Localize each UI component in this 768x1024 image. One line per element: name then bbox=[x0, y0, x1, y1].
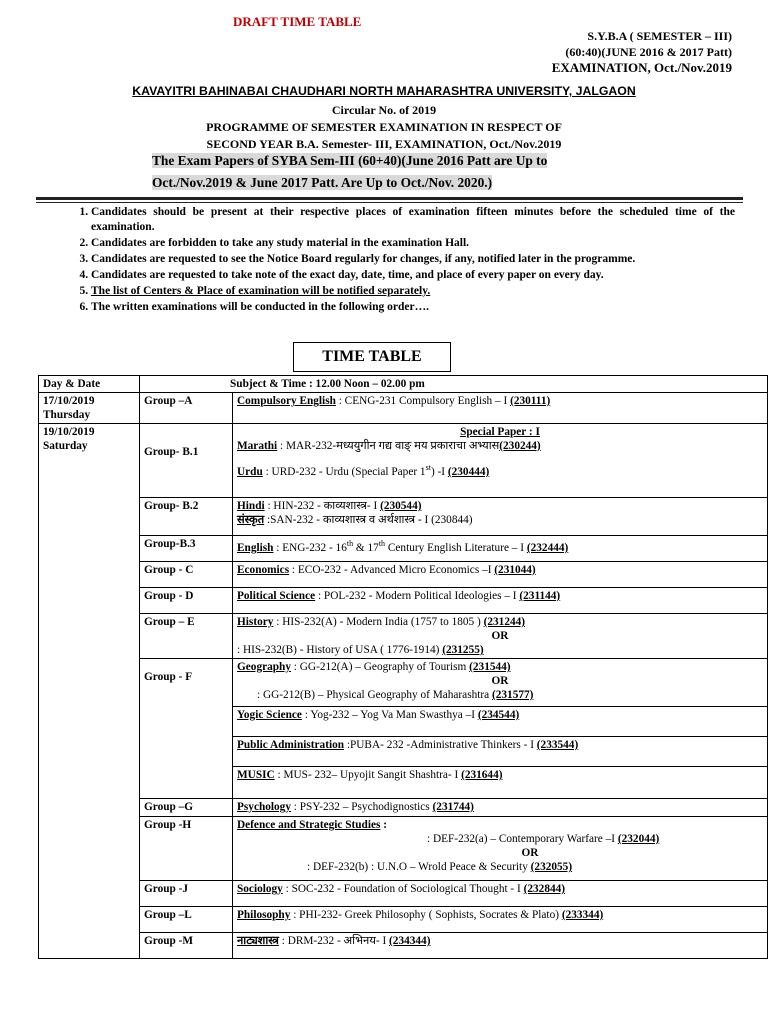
subject-cell: Yogic Science : Yog-232 – Yog Va Man Swasthya –I (234544) bbox=[233, 707, 768, 737]
group-cell: Group- B.1 bbox=[140, 424, 233, 498]
time-table bbox=[38, 375, 768, 959]
subject-cell: Geography : GG-212(A) – Geography of Tourism (231544) OR : GG-212(B) – Physical Geography of Maharashtra (231577) bbox=[233, 659, 768, 707]
date-cell: 17/10/2019 Thursday bbox=[39, 393, 140, 424]
table-row bbox=[39, 393, 768, 424]
table-row bbox=[39, 536, 768, 562]
group-cell: Group – E bbox=[140, 614, 233, 659]
subject-cell: Psychology : PSY-232 – Psychodignostics (231744) bbox=[233, 799, 768, 817]
or-label: OR bbox=[521, 847, 539, 859]
exam-session: EXAMINATION, Oct./Nov.2019 bbox=[551, 60, 732, 75]
notice-line-1: The Exam Papers of SYBA Sem-III (60+40)(June 2016 Patt are Up to bbox=[152, 153, 548, 168]
notice-line-2: Oct./Nov.2019 & June 2017 Patt. Are Up to Oct./Nov. 2020.) bbox=[152, 175, 493, 190]
course-semester: S.Y.B.A ( SEMESTER – III) bbox=[587, 29, 732, 43]
header-subject-time: Subject & Time : 12.00 Noon – 02.00 pm bbox=[140, 376, 768, 393]
draft-time-table-title: DRAFT TIME TABLE bbox=[233, 14, 362, 29]
special-paper-label: Special Paper : I bbox=[460, 426, 540, 438]
group-cell: Group - C bbox=[140, 562, 233, 588]
circular-number: Circular No. of 2019 bbox=[331, 103, 437, 117]
group-cell: Group-B.3 bbox=[140, 536, 233, 562]
table-row bbox=[39, 614, 768, 659]
group-cell: Group - D bbox=[140, 588, 233, 614]
programme-heading: PROGRAMME OF SEMESTER EXAMINATION IN RESPECT OF bbox=[206, 120, 562, 134]
date-cell: 19/10/2019 Saturday bbox=[39, 424, 140, 959]
subject-cell: नाट्यशास्त्र : DRM-232 - अभिनय- I (234344) bbox=[233, 933, 768, 959]
subject-cell: MUSIC : MUS- 232– Upyojit Sangit Shashtra- I (231644) bbox=[233, 767, 768, 799]
instruction-item: 3. Candidates are requested to see the Notice Board regularly for changes, if any, notified later in the programme. bbox=[91, 252, 735, 267]
group-cell: Group -J bbox=[140, 881, 233, 907]
subject-cell: Defence and Strategic Studies : : DEF-232(a) – Contemporary Warfare –I (232044) OR : DEF-232(b) : U.N.O – Wrold Peace & Security (232055) bbox=[233, 817, 768, 881]
subject-cell: Sociology : SOC-232 - Foundation of Sociological Thought - I (232844) bbox=[233, 881, 768, 907]
instructions-list bbox=[63, 205, 735, 316]
instruction-item: 1. Candidates should be present at their respective places of examination fifteen minutes before the scheduled time of the examination. bbox=[91, 205, 735, 235]
subject-cell: Hindi : HIN-232 - काव्यशास्त्र- I (230544) संस्कृत :SAN-232 - काव्यशास्त्र व अर्थशास्त्र - I (230844) bbox=[233, 498, 768, 536]
group-cell: Group –A bbox=[140, 393, 233, 424]
table-row bbox=[39, 817, 768, 881]
programme-subheading: SECOND YEAR B.A. Semester- III, EXAMINATION, Oct./Nov.2019 bbox=[206, 137, 562, 151]
table-row bbox=[39, 498, 768, 536]
university-name: KAVAYITRI BAHINABAI CHAUDHARI NORTH MAHARASHTRA UNIVERSITY, JALGAON bbox=[132, 84, 636, 98]
group-cell: Group -M bbox=[140, 933, 233, 959]
table-row bbox=[39, 659, 768, 707]
exam-header-right bbox=[552, 28, 732, 76]
subject-cell: History : HIS-232(A) - Modern India (1757 to 1805 ) (231244) OR : HIS-232(B) - History of USA ( 1776-1914) (231255) bbox=[233, 614, 768, 659]
instruction-item: 5. The list of Centers & Place of examination will be notified separately. bbox=[91, 284, 735, 299]
subject-cell: Special Paper : I Marathi : MAR-232-मध्ययुगीन गद्य वाङ् मय प्रकाराचा अभ्यास(230244) Urdu : URD-232 - Urdu (Special Paper 1st) -I (230444) bbox=[233, 424, 768, 498]
notice-highlight bbox=[152, 150, 547, 194]
circular-block bbox=[0, 102, 768, 153]
table-row bbox=[39, 588, 768, 614]
table-row bbox=[39, 562, 768, 588]
subject-cell: Compulsory English : CENG-231 Compulsory English – I (230111) bbox=[233, 393, 768, 424]
pattern-line: (60:40)(JUNE 2016 & 2017 Patt) bbox=[565, 45, 732, 59]
group-cell: Group - F bbox=[140, 659, 233, 799]
table-row bbox=[39, 799, 768, 817]
instruction-item: 4. Candidates are requested to take note of the exact day, date, time, and place of every paper on every day. bbox=[91, 268, 735, 283]
subject-cell: Political Science : POL-232 - Modern Political Ideologies – I (231144) bbox=[233, 588, 768, 614]
group-cell: Group- B.2 bbox=[140, 498, 233, 536]
header-day-date: Day & Date bbox=[39, 376, 140, 393]
table-row bbox=[39, 933, 768, 959]
table-header-row bbox=[39, 376, 768, 393]
or-label: OR bbox=[491, 675, 509, 687]
group-cell: Group –L bbox=[140, 907, 233, 933]
instruction-item: 6. The written examinations will be conducted in the following order…. bbox=[91, 300, 735, 315]
time-table-heading: TIME TABLE bbox=[293, 342, 451, 372]
table-row bbox=[39, 881, 768, 907]
table-row bbox=[39, 424, 768, 498]
subject-cell: Public Administration :PUBA- 232 -Administrative Thinkers - I (233544) bbox=[233, 737, 768, 767]
instruction-item: 2. Candidates are forbidden to take any study material in the examination Hall. bbox=[91, 236, 735, 251]
or-label: OR bbox=[491, 630, 509, 642]
subject-cell: Economics : ECO-232 - Advanced Micro Economics –I (231044) bbox=[233, 562, 768, 588]
table-row bbox=[39, 907, 768, 933]
subject-cell: Philosophy : PHI-232- Greek Philosophy ( Sophists, Socrates & Plato) (233344) bbox=[233, 907, 768, 933]
divider-thin bbox=[36, 202, 743, 203]
group-cell: Group -H bbox=[140, 817, 233, 881]
group-cell: Group –G bbox=[140, 799, 233, 817]
divider-thick bbox=[36, 197, 743, 200]
subject-cell: English : ENG-232 - 16th & 17th Century English Literature – I (232444) bbox=[233, 536, 768, 562]
